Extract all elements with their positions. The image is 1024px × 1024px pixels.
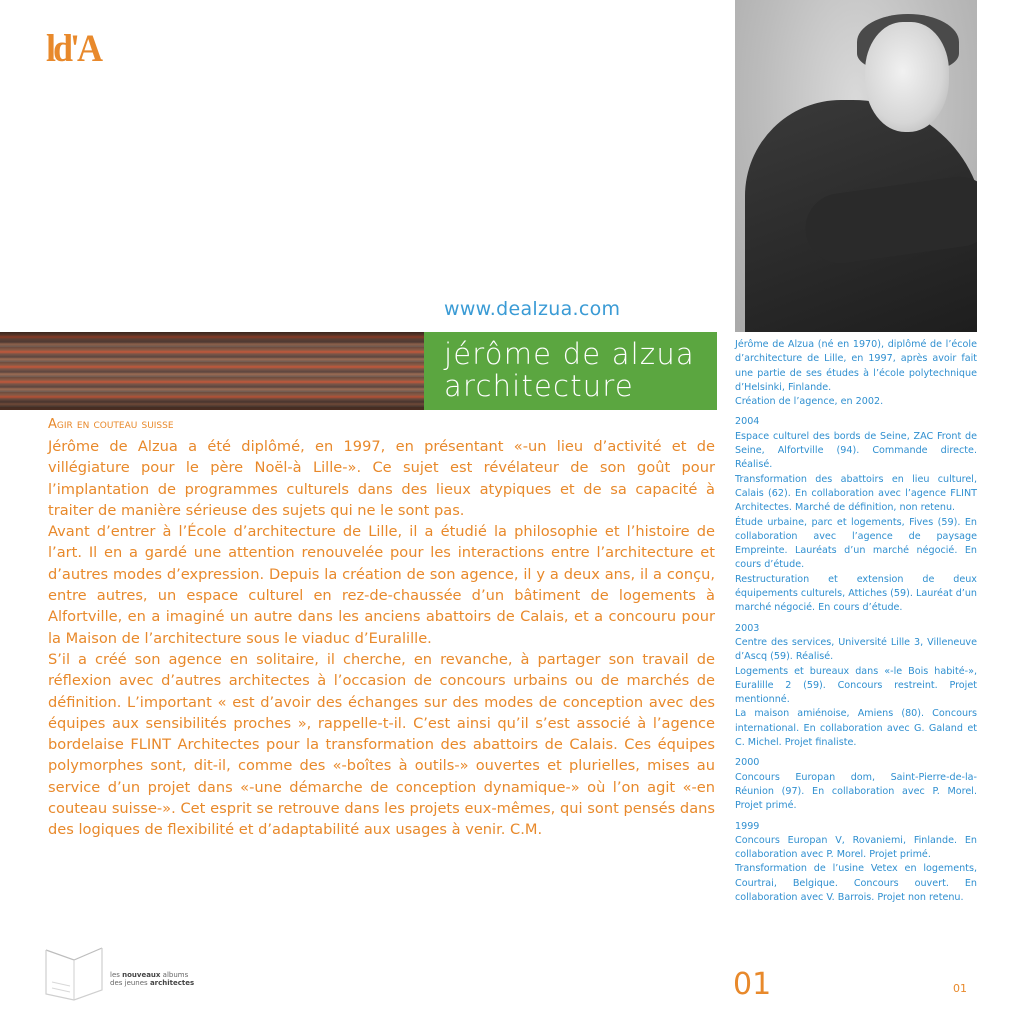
project-entry: Transformation des abattoirs en lieu culturel, Calais (62). En collaboration avec l’agence FLINT Architectes. Marché de définition, non retenu. bbox=[735, 473, 977, 514]
main-article bbox=[48, 416, 715, 841]
project-entry: Concours Europan dom, Saint-Pierre-de-la-Réunion (97). En collaboration avec P. Morel. Projet primé. bbox=[735, 771, 977, 812]
title-line-1: jérôme de alzua bbox=[444, 337, 695, 371]
section-heading: Agir en couteau suisse bbox=[48, 417, 174, 432]
title-line-2: architecture bbox=[444, 369, 634, 403]
page-title bbox=[444, 338, 695, 402]
title-banner bbox=[424, 332, 717, 410]
project-entry: Logements et bureaux dans «-le Bois habité-», Euralille 2 (59). Concours restreint. Projet mentionné. bbox=[735, 665, 977, 706]
publisher-logo: ld'A bbox=[46, 26, 101, 70]
project-entry: Étude urbaine, parc et logements, Fives (59). En collaboration avec l’agence de paysage Empreinte. Lauréats d’un marché négocié. En cours d’étude. bbox=[735, 516, 977, 571]
year-heading: 2004 bbox=[735, 416, 760, 428]
series-name: les nouveaux albums des jeunes architectes bbox=[110, 971, 195, 987]
article-paragraph: S’il a créé son agence en solitaire, il cherche, en revanche, à partager son travail de réflexion avec d’autres architectes à l’occasion de concours urbains ou de marchés de définition. L’important « est d’avoir des échanges sur des modes de conception avec des équipes aux sensibilités proches », rappelle-t-il. C’est ainsi qu’il s’est associé à l’agence bordelaise FLINT Architectes pour la transformation des abattoirs de Calais. Ces équipes polymorphes sont, dit-il, comme des «-boîtes à outils-» ouvertes et plurielles, mises au service d’un projet dans «-une démarche de conception dynamique-» où l’on agit «-en couteau suisse-». Cet esprit se retrouve dans les projets eux-mêmes, qui sont pensés dans des logiques de flexibilité et d’adaptabilité aux usages à venir. C.M. bbox=[48, 650, 715, 839]
bio-text: Jérôme de Alzua (né en 1970), diplômé de l’école d’architecture de Lille, en 1997, après avoir fait une partie de ses études à l’école polytechnique d’Helsinki, Finlande. bbox=[735, 339, 977, 393]
project-entry: Restructuration et extension de deux équipements culturels, Attiches (59). Lauréat d’un marché négocié. En cours d’étude. bbox=[735, 573, 977, 614]
project-entry: Centre des services, Université Lille 3, Villeneuve d’Ascq (59). Réalisé. bbox=[735, 636, 977, 663]
architect-portrait-photo bbox=[735, 0, 977, 332]
page-number-large: 01 bbox=[733, 967, 772, 1002]
project-entry: Transformation de l’usine Vetex en logements, Courtrai, Belgique. Concours ouvert. En collaboration avec V. Barrois. Projet non retenu. bbox=[735, 863, 977, 903]
year-heading: 1999 bbox=[735, 820, 760, 832]
year-heading: 2000 bbox=[735, 757, 760, 769]
project-entry: Concours Europan V, Rovaniemi, Finlande. En collaboration avec P. Morel. Projet primé. bbox=[735, 834, 977, 861]
biography-sidebar bbox=[735, 338, 977, 905]
page-number-small: 01 bbox=[953, 982, 967, 995]
bio-agency: Création de l’agence, en 2002. bbox=[735, 396, 884, 408]
painted-texture-banner bbox=[0, 332, 424, 410]
article-paragraph: Avant d’entrer à l’École d’architecture de Lille, il a étudié la philosophie et l’histoire de l’art. Il en a gardé une attention renouvelée pour les interactions entre l’architecture et d’autres modes d’expression. Depuis la création de son agence, il y a deux ans, il a conçu, entre autres, un espace culturel en rez-de-chaussée d’un bâtiment de logements à Alfortville, en a imaginé un autre dans les anciens abattoirs de Calais, et a concouru pour la Maison de l’architecture sous le viaduc d’Euralille. bbox=[48, 523, 715, 647]
website-url[interactable]: www.dealzua.com bbox=[444, 298, 621, 320]
year-heading: 2003 bbox=[735, 622, 760, 634]
project-entry: La maison amiénoise, Amiens (80). Concours international. En collaboration avec G. Galand et C. Michel. Projet finaliste. bbox=[735, 708, 977, 749]
article-paragraph: Jérôme de Alzua a été diplômé, en 1997, en présentant «-un lieu d’activité et de villégiature pour le père Noël-à Lille-». Ce sujet est révélateur de son goût pour l’implantation de programmes culturels dans des lieux atypiques et de sa capacité à traiter de manière sérieuse des sujets qui ne le sont pas. bbox=[48, 438, 715, 519]
project-entry: Espace culturel des bords de Seine, ZAC Front de Seine, Alfortville (94). Commande directe. Réalisé. bbox=[735, 430, 977, 471]
